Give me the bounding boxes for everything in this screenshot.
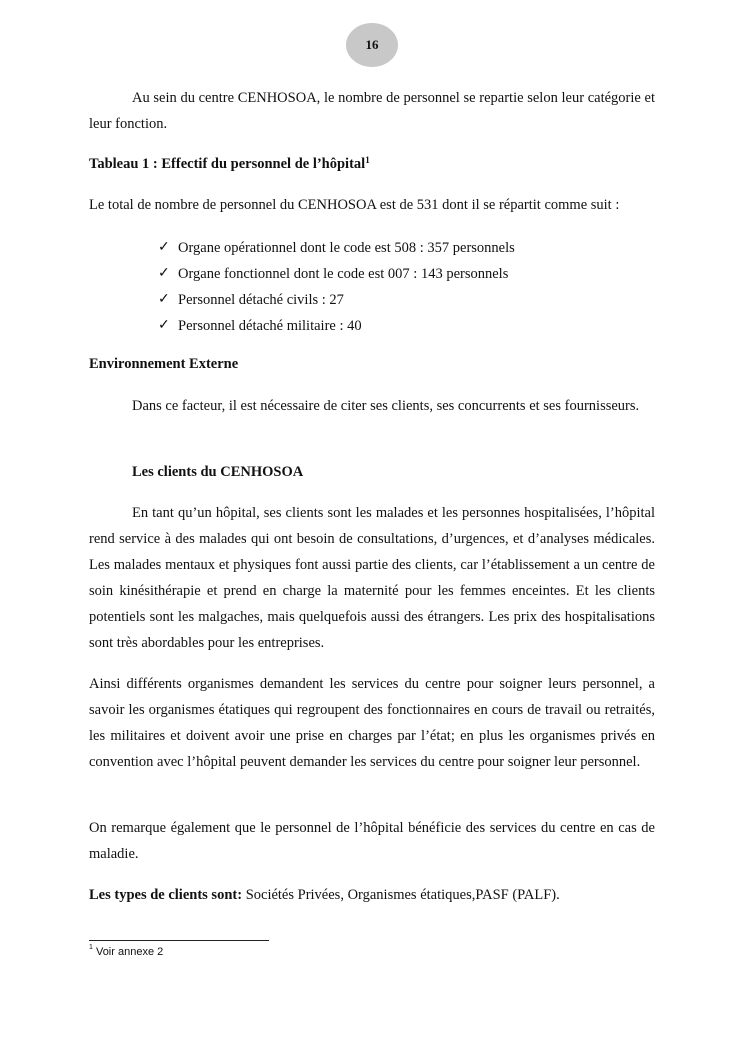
checkmark-icon: ✓ [158,292,170,307]
list-item-text: Personnel détaché civils : 27 [178,292,344,308]
footnote-number: 1 [89,944,93,951]
page-number-badge [346,23,398,67]
list-item [158,235,515,261]
checkmark-icon: ✓ [158,240,170,255]
personnel-list [158,235,515,339]
env-heading: Environnement Externe [89,356,239,372]
clients-paragraph-2: Ainsi différents organismes demandent les services du centre pour soigner leurs personnel, a savoir les organismes étatiques qui regroupent des fonctionnaires en cours de travail ou retraités, les militaires et doivent avoir une prise en charges par l’état; en plus les organismes privés en convention avec l’hôpital peuvent demander les services du centre pour soigner leur personnel. [89,676,655,770]
client-types-value: Sociétés Privées, Organismes étatiques,PASF (PALF). [242,887,560,903]
list-item [158,261,515,287]
footnote-divider [89,940,269,941]
clients-paragraph-3: On remarque également que le personnel de l’hôpital bénéficie des services du centre en cas de maladie. [89,820,655,862]
list-item-text: Organe fonctionnel dont le code est 007 : 143 personnels [178,266,509,282]
client-types [89,882,655,908]
list-item [158,287,515,313]
env-paragraph: Dans ce facteur, il est nécessaire de citer ses clients, ses concurrents et ses fournisseurs. [132,398,640,414]
client-types-label: Les types de clients sont: [89,887,243,903]
intro-paragraph: Au sein du centre CENHOSOA, le nombre de personnel se repartie selon leur catégorie et leur fonction. [89,90,655,132]
list-item-text: Organe opérationnel dont le code est 508 : 357 personnels [178,240,515,256]
checkmark-icon: ✓ [158,318,170,333]
table-title [89,151,655,177]
footnote-text: Voir annexe 2 [92,946,164,958]
clients-heading: Les clients du CENHOSOA [132,464,304,480]
list-item-text: Personnel détaché militaire : 40 [178,318,362,334]
page-number: 16 [365,37,379,52]
list-item [158,313,515,339]
table-title-text: Tableau 1 : Effectif du personnel de l’hôpital [89,156,366,172]
footnote [89,946,163,958]
footnote-ref: 1 [365,155,370,165]
clients-paragraph-1: En tant qu’un hôpital, ses clients sont les malades et les personnes hospitalisées, l’hôpital rend service à des malades qui ont besoin de consultations, d’urgences, et d’analyses médicales. Les malades mentaux et physiques font aussi partie des clients, car l’établissement a un centre de soin kinésithérapie et prend en charge la maternité pour les femmes enceintes. Et les clients potentiels sont les malgaches, mais quelquefois aussi des étrangers. Les prix des hospitalisations sont très abordables pour les entreprises. [89,505,655,651]
checkmark-icon: ✓ [158,266,170,281]
total-paragraph: Le total de nombre de personnel du CENHOSOA est de 531 dont il se répartit comme suit : [89,197,620,213]
